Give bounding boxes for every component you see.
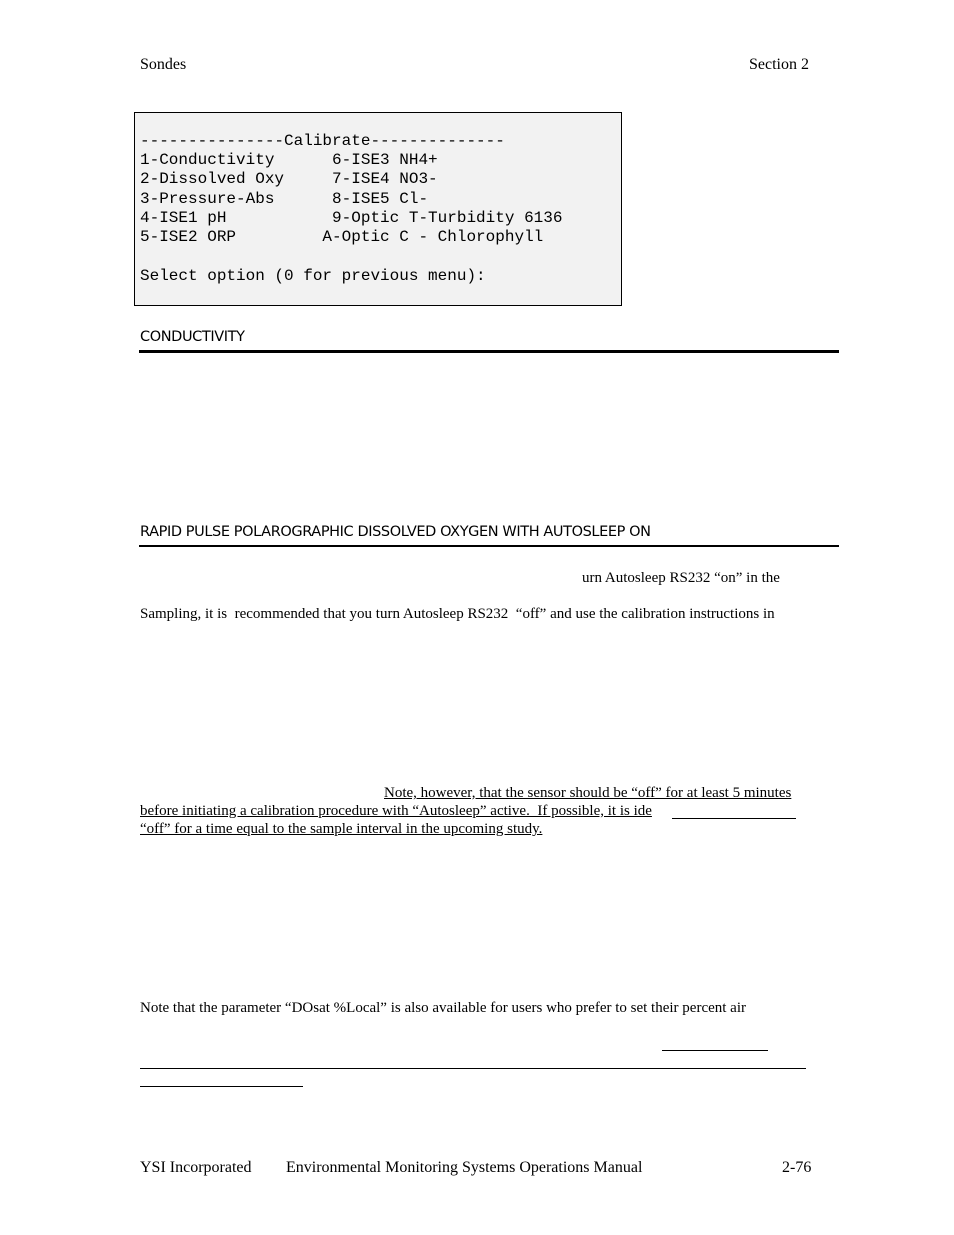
menu-line: 3-Pressure-Abs 8-ISE5 Cl- — [140, 190, 429, 208]
underline-rule — [672, 818, 796, 819]
section-title-conductivity: CONDUCTIVITY — [140, 329, 245, 345]
footer-manual-title: Environmental Monitoring Systems Operations Manual — [286, 1159, 643, 1176]
menu-line: ---------------Calibrate-------------- — [140, 132, 505, 150]
underline-rule — [662, 1050, 768, 1051]
header-left: Sondes — [140, 56, 187, 73]
underline-rule — [140, 1068, 806, 1069]
section-rule — [139, 545, 839, 547]
section-rule — [139, 350, 839, 353]
underline-rule — [140, 1086, 303, 1087]
paragraph-line: Note that the parameter “DOsat %Local” is also available for users who prefer to set their percent air — [140, 1000, 746, 1016]
menu-line-prompt: Select option (0 for previous menu): — [140, 267, 486, 285]
calibrate-menu-box — [134, 112, 622, 306]
menu-line: 2-Dissolved Oxy 7-ISE4 NO3- — [140, 170, 438, 188]
header-right: Section 2 — [749, 56, 809, 73]
paragraph-line: Sampling, it is recommended that you turn Autosleep RS232 “off” and use the calibration instructions in — [140, 606, 775, 622]
paragraph-fragment: urn Autosleep RS232 “on” in the — [582, 570, 780, 586]
note-line: before initiating a calibration procedure with “Autosleep” active. If possible, it is ide — [140, 803, 652, 819]
menu-line: 1-Conductivity 6-ISE3 NH4+ — [140, 151, 438, 169]
footer-page-number: 2-76 — [782, 1159, 812, 1176]
note-line: “off” for a time equal to the sample interval in the upcoming study. — [140, 821, 543, 837]
menu-line: 5-ISE2 ORP A-Optic C - Chlorophyll — [140, 228, 544, 246]
footer-company: YSI Incorporated — [140, 1159, 252, 1176]
note-line: Note, however, that the sensor should be “off” for at least 5 minutes — [384, 785, 792, 801]
menu-line: 4-ISE1 pH 9-Optic T-Turbidity 6136 — [140, 209, 563, 227]
section-title-rapid-pulse: RAPID PULSE POLAROGRAPHIC DISSOLVED OXYGEN WITH AUTOSLEEP ON — [140, 524, 651, 540]
